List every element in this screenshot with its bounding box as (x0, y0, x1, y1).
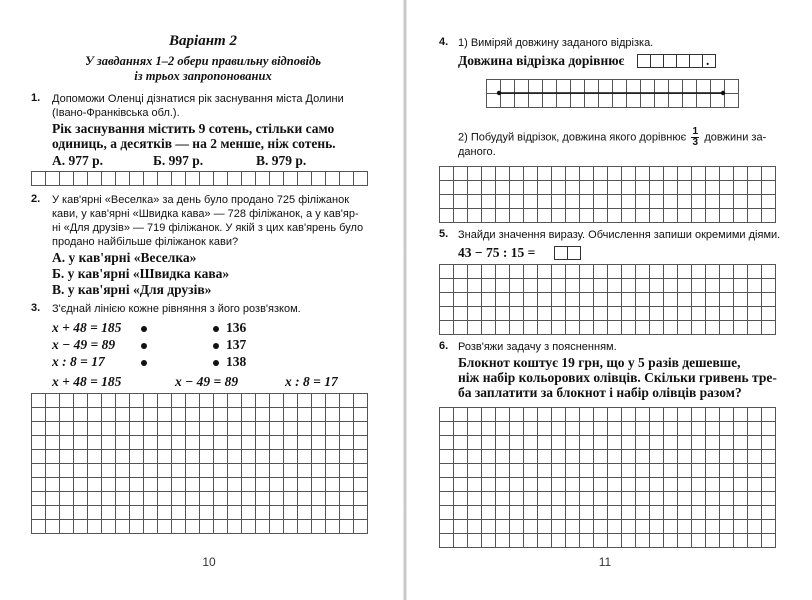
q3-solution-3: 138 (226, 354, 247, 369)
left-page-number: 10 (202, 555, 216, 569)
q1-bold-line-2: одиниць, а десятків — на 2 менше, ніж сотень. (52, 136, 336, 151)
q1-text-line-1: Допоможи Оленці дізнатися рік заснування міста Долини (52, 93, 344, 105)
q2-text-line-2: кави, у кав'ярні «Швидка кава» — 728 філіжанок, а у кав'яр- (52, 208, 359, 220)
q2-number: 2. (31, 193, 41, 205)
q4-answer-line: Довжина відрізка дорівнює (458, 53, 625, 68)
q2-option-b: Б. у кав'ярні «Швидка кава» (52, 266, 230, 281)
q6-problem-line-3: ба заплатити за блокнот і набір олівців разом? (458, 385, 742, 400)
answer-box[interactable] (676, 54, 690, 68)
q3-equation-1: x + 48 = 185 (52, 320, 122, 335)
q5-expression: 43 − 75 : 15 = (458, 245, 536, 260)
q3-work-grid[interactable] (31, 393, 368, 534)
q1-option-a: А. 977 р. (52, 153, 104, 168)
fraction-numerator: 1 (692, 126, 699, 137)
q6-number: 6. (439, 340, 449, 352)
q4-answer-boxes[interactable] (637, 54, 715, 68)
q3-equation-2-dot[interactable] (141, 343, 147, 349)
answer-box[interactable] (554, 246, 568, 260)
q5-number: 5. (439, 228, 449, 240)
q4-construct-grid[interactable] (439, 166, 776, 223)
q3-equation-3-dot[interactable] (141, 360, 147, 366)
q2-text-line-1: У кав'ярні «Веселка» за день було продано 725 філіжанок (52, 194, 350, 206)
q2-option-a: А. у кав'ярні «Веселка» (52, 250, 197, 265)
q1-option-b: Б. 997 р. (153, 153, 204, 168)
right-page-number: 11 (598, 555, 612, 569)
q5-work-grid[interactable] (439, 264, 776, 335)
q3-text: З'єднай лінією кожне рівняння з його розв'язком. (52, 303, 301, 315)
q1-option-c: В. 979 р. (256, 153, 307, 168)
q3-equation-3: x : 8 = 17 (52, 354, 105, 369)
q1-answer-grid[interactable] (31, 171, 368, 186)
q6-work-grid[interactable] (439, 407, 776, 548)
instruction-line-2: із трьох запропонованих (134, 69, 272, 83)
q6-problem-line-2: ніж набір кольорових олівців. Скільки гривень тре- (458, 370, 777, 385)
q3-work-equation-2: x − 49 = 89 (175, 374, 239, 389)
variant-heading: Варіант 2 (169, 33, 237, 49)
q5-answer-boxes[interactable] (554, 246, 580, 260)
q1-number: 1. (31, 92, 41, 104)
q4-part1: 1) Виміряй довжину заданого відрізка. (458, 37, 654, 49)
q3-solution-3-dot[interactable] (213, 360, 219, 366)
q3-solution-1-dot[interactable] (213, 326, 219, 332)
q6-text: Розв'яжи задачу з поясненням. (458, 341, 617, 353)
q3-solution-1: 136 (226, 320, 247, 335)
q2-option-c: В. у кав'ярні «Для друзів» (52, 282, 212, 297)
q3-work-equation-1: x + 48 = 185 (52, 374, 122, 389)
q4-part2-text-end: довжини за- (704, 131, 767, 144)
q3-equation-2: x − 49 = 89 (52, 337, 116, 352)
answer-box[interactable] (689, 54, 703, 68)
q4-fraction (691, 127, 699, 148)
q4-number: 4. (439, 36, 449, 48)
answer-box[interactable] (637, 54, 651, 68)
q4-part2-line-2: даного. (458, 146, 496, 158)
q3-solution-2-dot[interactable] (213, 343, 219, 349)
given-segment (486, 79, 740, 109)
q4-answer-period: . (706, 53, 710, 68)
q4-part2 (458, 127, 766, 148)
answer-box[interactable] (650, 54, 664, 68)
q4-part2-text: 2) Побудуй відрізок, довжина якого дорівнює (458, 131, 687, 144)
fraction-denominator: 3 (692, 137, 699, 148)
q5-text: Знайди значення виразу. Обчислення запиши окремими діями. (458, 229, 781, 241)
q1-bold-line-1: Рік заснування містить 9 сотень, стільки само (52, 121, 335, 136)
q2-text-line-4: продано найбільше філіжанок кави? (52, 236, 239, 248)
q2-text-line-3: ні «Для друзів» — 719 філіжанок. У якій з цих кав'ярень було (52, 222, 364, 234)
q3-solution-2: 137 (226, 337, 247, 352)
q6-problem-line-1: Блокнот коштує 19 грн, що у 5 разів дешевше, (458, 355, 741, 370)
q3-number: 3. (31, 302, 41, 314)
answer-box[interactable] (567, 246, 581, 260)
right-page (406, 0, 812, 600)
q3-work-equation-3: x : 8 = 17 (285, 374, 338, 389)
answer-box[interactable] (663, 54, 677, 68)
instruction-line-1: У завданнях 1–2 обери правильну відповідь (85, 54, 321, 68)
q3-equation-1-dot[interactable] (141, 326, 147, 332)
q1-text-line-2: (Івано-Франківська обл.). (52, 107, 180, 119)
